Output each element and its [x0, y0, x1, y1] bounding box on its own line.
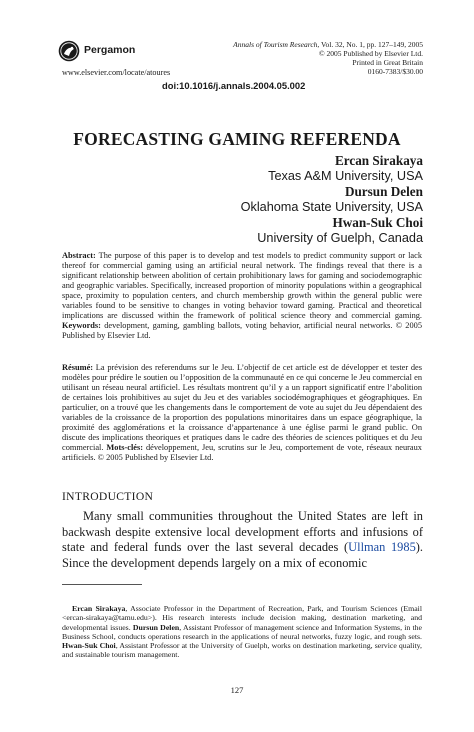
- footnote-author: Dursun Delen: [132, 622, 180, 632]
- resume: [62, 363, 422, 463]
- footnote-author: Hwan-Suk Choi: [62, 641, 116, 651]
- journal-url[interactable]: www.elsevier.com/locate/atoures: [62, 68, 171, 77]
- footnote-author: Ercan Sirakaya: [72, 604, 126, 613]
- publisher-name: Pergamon: [84, 44, 136, 56]
- author-affiliation: Texas A&M University, USA: [268, 168, 423, 183]
- mots-cles-text: développement, Jeu, scrutins sur le Jeu, comportement de vote, réseaux neuraux artificiels. © 2005 Published by Elsevier Ltd.: [62, 443, 422, 462]
- author-affiliation: Oklahoma State University, USA: [240, 199, 423, 214]
- resume-text: La prévision des referendums sur le Jeu. L’objectif de cet article est de développer et tester des modèles pour prédire le soutien ou l’opposition de la communauté en ce qui concerne le Jeu commercial en utilisant un réseau neural artificiel. Les résultats montrent qu’il y a un rapport significatif entre l’abolition de certaines lois prohibitives au sujet du Jeu et des variables sociodémographiques et géographiques. En particulier, on a trouvé que les changements dans le comportement de vote au sujet du Jeu dépendaient des variables de la croissance de la proportion des populations minoritaires dans un espace géographique, la proximité des agglomérations et la croissance d’appartenance à une église parmi le grand public. On discute des implications theoriques et pratiques dans le cadre des théories de sciences politiques et du Jeu commercial.: [62, 363, 422, 452]
- journal-volume: , Vol. 32, No. 1, pp. 127–149, 2005: [317, 40, 423, 49]
- issn-line: 0160-7383/$30.00: [367, 67, 423, 76]
- author-footnote: [62, 604, 422, 660]
- keywords-label: Keywords:: [62, 321, 101, 330]
- author-affiliation: University of Guelph, Canada: [257, 230, 423, 245]
- page-number: 127: [230, 685, 244, 695]
- footnote-text: , Assistant Professor at the University of Guelph, works on destination marketing, service quality, and sustainable tourism management.: [62, 641, 422, 660]
- abstract-label: Abstract:: [62, 251, 96, 260]
- mots-cles-label: Mots-clés:: [106, 443, 144, 452]
- author-name: Hwan-Suk Choi: [332, 215, 423, 231]
- journal-info: [193, 40, 423, 76]
- printed-line: Printed in Great Britain: [352, 58, 423, 67]
- author-name: Ercan Sirakaya: [334, 153, 423, 168]
- footnote-text: , Assistant Professor of management science and Information Systems, in the Business School, conducts operations research in the applications of neural networks, fuzzy logic, and rough sets.: [62, 622, 423, 641]
- author-list: [241, 153, 423, 247]
- citation-link[interactable]: Ullman 1985: [348, 540, 416, 555]
- copyright-line: © 2005 Published by Elsevier Ltd.: [318, 49, 423, 58]
- resume-label: Résumé:: [62, 363, 94, 372]
- intro-text: Many small communities throughout the United States are left in backwash despite extensive local development efforts and infusions of state and federal funds over the last several decades (: [62, 509, 423, 555]
- paper-title: FORECASTING GAMING REFERENDA: [73, 129, 401, 149]
- keywords-text: development, gaming, gambling ballots, voting behavior, artificial neural networks. © 2005 Published by Elsevier Ltd.: [62, 321, 422, 340]
- section-heading: INTRODUCTION: [62, 490, 154, 503]
- footnote-rule: [62, 584, 142, 585]
- abstract-text: The purpose of this paper is to develop and test models to predict community support or lack thereof for commercial gaming using an artificial neural network. The findings reveal that there is a significant relationship between abolition of certain prohibitionary laws for gaming and sociodemographic and geographic variables. Specifically, increased proportion of minority populations within a geographical space, proximity to population centers, and church membership growth within the general public were variables found to be sensitive to changes in voting behavior toward gaming. Practical and theoretical implications are discussed within the framework of political science theory and commercial gaming.: [62, 251, 423, 320]
- journal-name: Annals of Tourism Research: [233, 40, 318, 49]
- footnote-text: , Associate Professor in the Department of Recreation, Park, and Tourism Sciences (Email <ercan-sirakaya@tamu.edu>). His research interests include decision making, destination marketing, and developmental issues.: [62, 604, 423, 632]
- author-name: Dursun Delen: [344, 184, 423, 200]
- abstract: [62, 251, 422, 341]
- intro-paragraph: [62, 509, 423, 571]
- pergamon-logo-icon: [58, 40, 80, 62]
- intro-text-continued: ). Since the development depends largely on a mix of economic: [62, 540, 424, 570]
- doi[interactable]: doi:10.1016/j.annals.2004.05.002: [162, 80, 306, 91]
